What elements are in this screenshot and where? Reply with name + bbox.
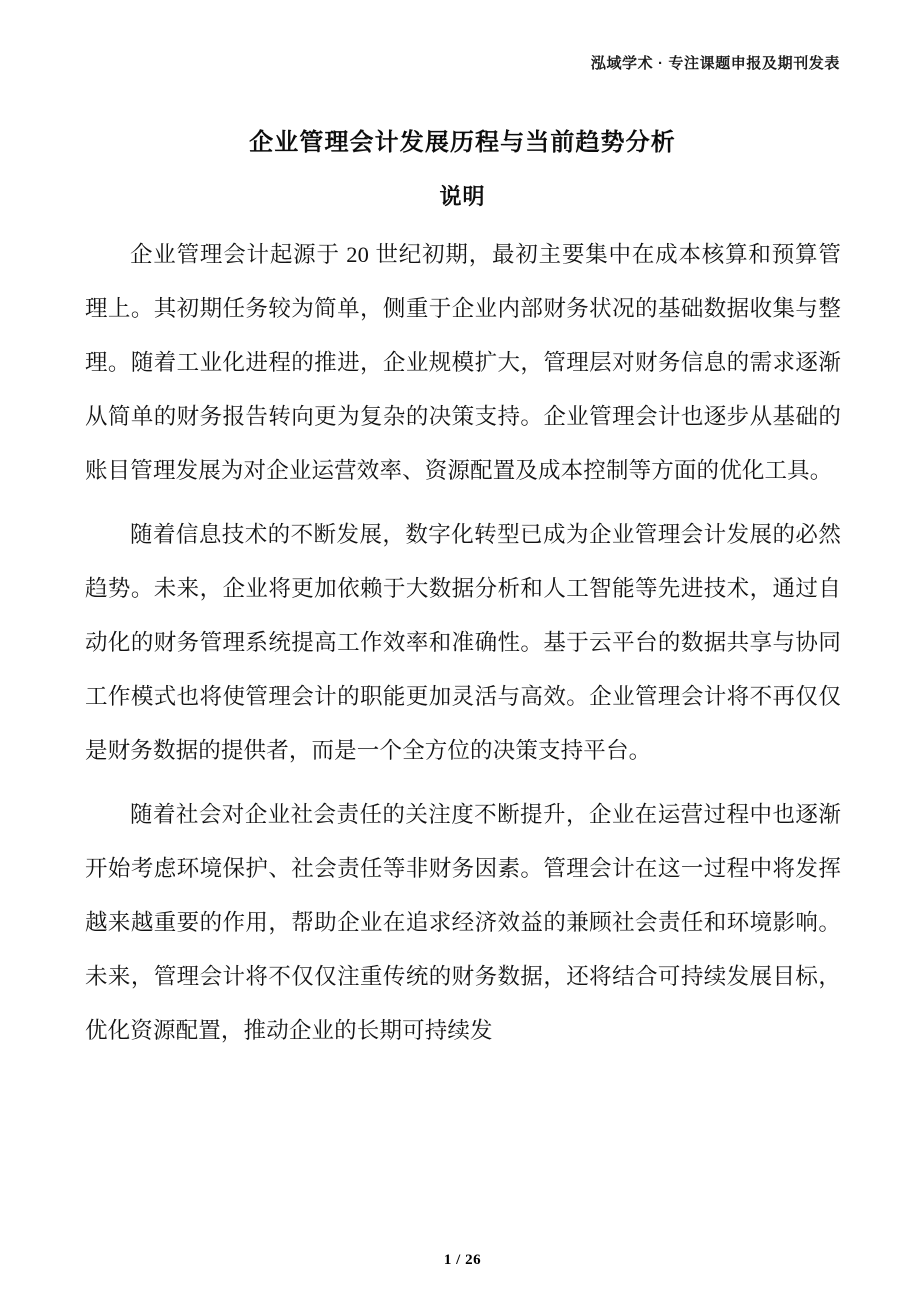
document-subtitle: 说明 [439, 184, 486, 209]
body-paragraph: 随着信息技术的不断发展，数字化转型已成为企业管理会计发展的必然趋势。未来，企业将更加依赖于大数据分析和人工智能等先进技术，通过自动化的财务管理系统提高工作效率和准确性。基于云平台的数据共享与协同工作模式也将使管理会计的职能更加灵活与高效。企业管理会计将不再仅仅是财务数据的提供者，而是一个全方位的决策支持平台。 [85, 522, 841, 763]
page-number: 1 / 26 [443, 1252, 482, 1268]
body-paragraph: 企业管理会计起源于 20 世纪初期，最初主要集中在成本核算和预算管理上。其初期任务较为简单，侧重于企业内部财务状况的基础数据收集与整理。随着工业化进程的推进，企业规模扩大，管理层对财务信息的需求逐渐从简单的财务报告转向更为复杂的决策支持。企业管理会计也逐步从基础的账目管理发展为对企业运营效率、资源配置及成本控制等方面的优化工具。 [85, 242, 841, 483]
document-body [85, 228, 841, 1068]
body-paragraph: 随着社会对企业社会责任的关注度不断提升，企业在运营过程中也逐渐开始考虑环境保护、社会责任等非财务因素。管理会计在这一过程中将发挥越来越重要的作用，帮助企业在追求经济效益的兼顾社会责任和环境影响。未来，管理会计将不仅仅注重传统的财务数据，还将结合可持续发展目标，优化资源配置，推动企业的长期可持续发 [85, 802, 841, 1043]
document-title: 企业管理会计发展历程与当前趋势分析 [249, 129, 676, 156]
running-header: 泓域学术 · 专注课题申报及期刊发表 [590, 55, 840, 72]
